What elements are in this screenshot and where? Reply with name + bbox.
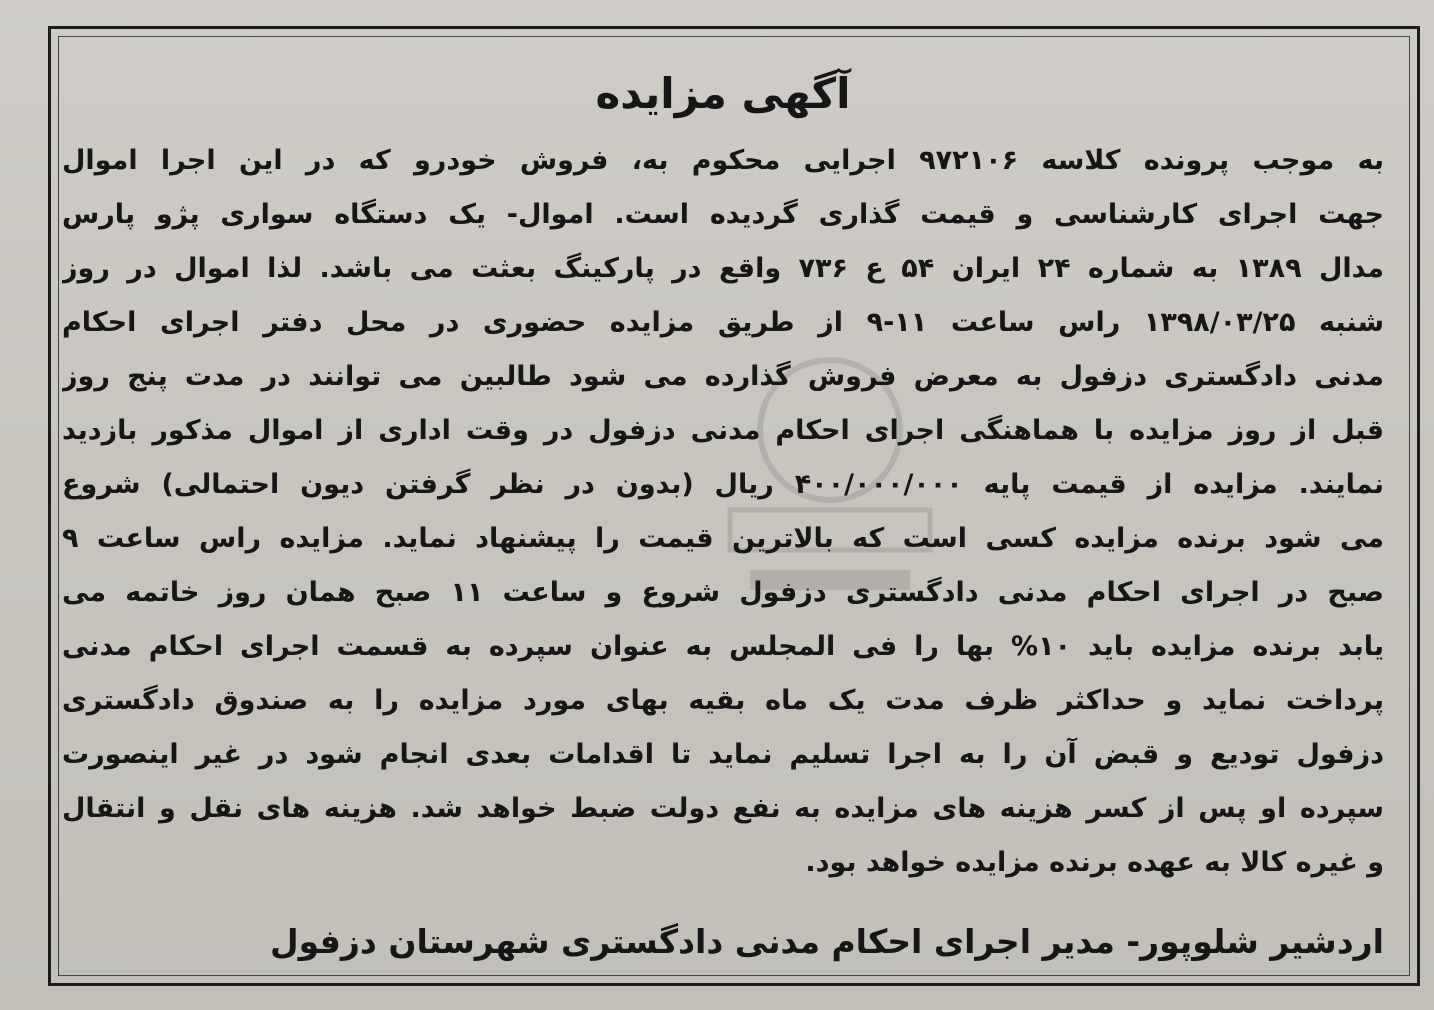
notice-line: مدنی دادگستری دزفول به معرض فروش گذارده می شود طالبین می توانند در مدت پنج روز (62, 361, 1384, 392)
notice-line: پرداخت نماید و حداکثر ظرف مدت یک ماه بقیه بهای مورد مزایده را به صندوق دادگستری (62, 685, 1384, 716)
notice-line: سپرده او پس از کسر هزینه های مزایده به نفع دولت ضبط خواهد شد. هزینه های نقل و انتقال (62, 793, 1384, 824)
notice-title: آگهی مزایده (595, 69, 851, 118)
notice-body (62, 134, 1384, 890)
notice-line: جهت اجرای کارشناسی و قیمت گذاری گردیده است. اموال- یک دستگاه سواری پژو پارس (62, 199, 1384, 230)
notice-line: نمایند. مزایده از قیمت پایه ۴۰۰/۰۰۰/۰۰۰ ریال (بدون در نظر گرفتن دیون احتمالی) شروع (62, 469, 1384, 500)
notice-line: صبح در اجرای احکام مدنی دادگستری دزفول شروع و ساعت ۱۱ صبح همان روز خاتمه می (62, 577, 1384, 608)
notice-line: به موجب پرونده کلاسه ۹۷۲۱۰۶ اجرایی محکوم به، فروش خودرو که در این اجرا اموال (62, 145, 1384, 176)
notice-signature: اردشیر شلوپور- مدیر اجرای احکام مدنی دادگستری شهرستان دزفول (269, 922, 1384, 961)
notice-line: دزفول تودیع و قبض آن را به اجرا تسلیم نماید تا اقدامات بعدی انجام شود در غیر اینصورت (62, 739, 1384, 770)
notice-line: یابد برنده مزایده باید ۱۰% بها را فی المجلس به عنوان سپرده به قسمت اجرای احکام مدنی (62, 631, 1384, 662)
notice-line: شنبه ۱۳۹۸/۰۳/۲۵ راس ساعت ۱۱-۹ از طریق مزایده حضوری در محل دفتر اجرای احکام (62, 307, 1384, 338)
notice-line: و غیره کالا به عهده برنده مزایده خواهد بود. (805, 847, 1384, 878)
notice-line: قبل از روز مزایده با هماهنگی اجرای احکام مدنی دزفول در وقت اداری از اموال مذکور بازدید (62, 415, 1384, 446)
notice-line: می شود برنده مزایده کسی است که بالاترین قیمت را پیشنهاد نماید. مزایده راس ساعت ۹ (62, 523, 1384, 554)
notice-line: مدال ۱۳۸۹ به شماره ۲۴ ایران ۵۴ ع ۷۳۶ واقع در پارکینگ بعثت می باشد. لذا اموال در روز (62, 253, 1384, 284)
